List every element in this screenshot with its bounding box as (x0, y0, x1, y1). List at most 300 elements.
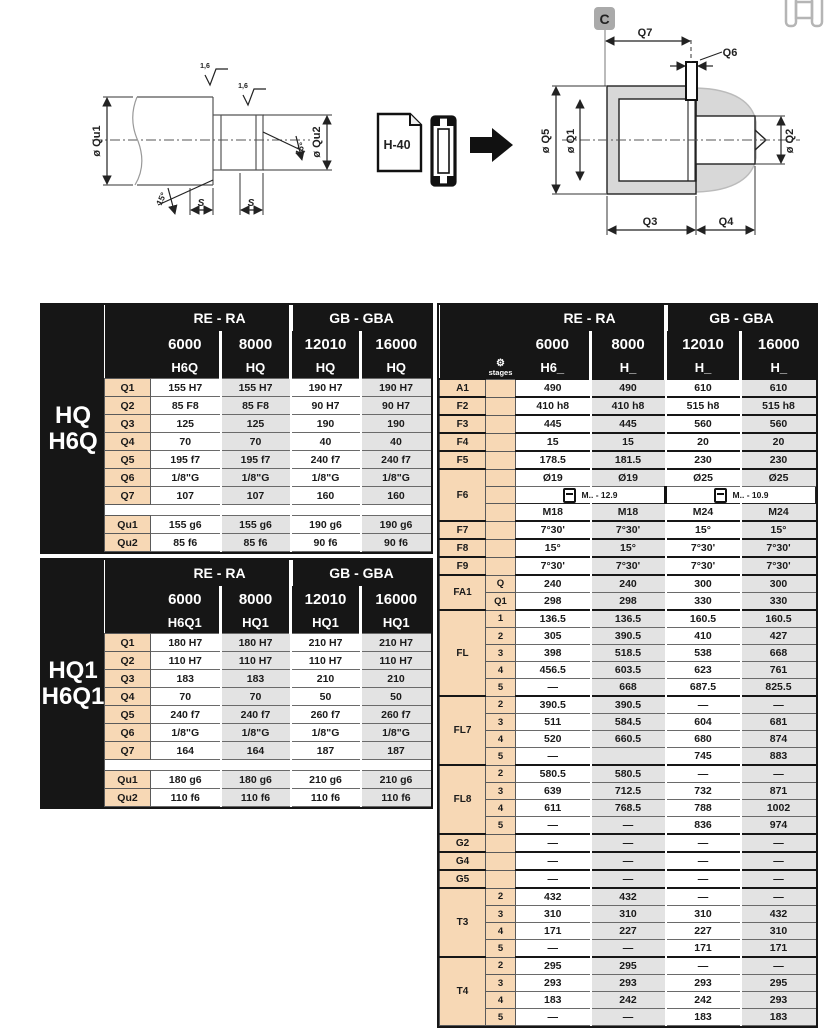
dim-value: 50 (361, 688, 431, 706)
table-row (440, 679, 816, 697)
dim-label: G4 (440, 852, 486, 870)
dim-value: 1/8"G (151, 469, 221, 487)
dim-value: 445 (516, 415, 591, 433)
stage-cell (486, 469, 516, 487)
dim-value: 107 (151, 487, 221, 505)
dim-value: 310 (741, 923, 816, 940)
table-corner (440, 305, 516, 331)
dim-value: 7°30' (666, 539, 741, 557)
stage-cell (486, 834, 516, 852)
page-ref-icon (378, 114, 421, 171)
dim-value: 427 (741, 628, 816, 645)
dim-value: 50 (291, 688, 361, 706)
table-corner (105, 612, 151, 634)
dim-value: — (741, 765, 816, 783)
dim-value: 242 (666, 992, 741, 1009)
dim-value: — (666, 888, 741, 906)
dim-value: 180 g6 (221, 771, 291, 789)
table-corner (105, 305, 151, 331)
dim-value: 15° (666, 521, 741, 539)
model-name: H6Q (48, 427, 98, 455)
dim-value: 1/8"G (361, 469, 431, 487)
dim-value: Ø19 (591, 469, 666, 487)
size-header: 12010 (666, 331, 741, 357)
dim-value: — (666, 870, 741, 888)
stage-cell (486, 397, 516, 415)
dim-value: 210 (291, 670, 361, 688)
dim-value: 70 (221, 433, 291, 451)
dim-value: 210 (361, 670, 431, 688)
table-corner (105, 560, 151, 586)
dim-value: 432 (741, 906, 816, 923)
dim-label: Q5 (105, 706, 151, 724)
stage-cell: 5 (486, 1009, 516, 1026)
table-row (440, 415, 816, 433)
dim-value: 110 f6 (291, 789, 361, 807)
dim-label: A1 (440, 379, 486, 397)
table-row (440, 975, 816, 992)
table-row (105, 706, 431, 724)
dim-label: FA1 (440, 575, 486, 610)
stage-cell: 2 (486, 628, 516, 645)
dim-label: Q7 (105, 487, 151, 505)
stages-label: stages (488, 368, 513, 377)
dim-value: 90 f6 (291, 534, 361, 552)
dim-value: 293 (741, 992, 816, 1009)
dim-value: 687.5 (666, 679, 741, 697)
dim-value: 110 H7 (221, 652, 291, 670)
table-row (440, 888, 816, 906)
model-header: H6Q (151, 357, 221, 379)
dim-value: 603.5 (591, 662, 666, 679)
hq1-h6q1-table (40, 558, 433, 809)
table-row (440, 469, 816, 487)
dim-value: 190 H7 (361, 379, 431, 397)
dim-value: 432 (516, 888, 591, 906)
dim-value: Ø25 (741, 469, 816, 487)
dim-value: 538 (666, 645, 741, 662)
table-row (440, 714, 816, 731)
dim-value: 230 (741, 451, 816, 469)
dim-label: F3 (440, 415, 486, 433)
chamfer-angle-right: 15° (293, 140, 308, 157)
dim-value: 560 (666, 415, 741, 433)
model-header: HQ1 (361, 612, 431, 634)
series-group-header: GB - GBA (666, 305, 816, 331)
dim-value: 310 (666, 906, 741, 923)
model-header: H_ (591, 357, 666, 379)
table-row (440, 504, 816, 522)
dim-value: 580.5 (591, 765, 666, 783)
size-header: 8000 (591, 331, 666, 357)
dim-value: 390.5 (591, 696, 666, 714)
dim-label: FL8 (440, 765, 486, 834)
dim-value: 107 (221, 487, 291, 505)
dim-label-qu2: ø Qu2 (311, 126, 323, 158)
dim-value: — (516, 870, 591, 888)
dim-value: 15° (741, 521, 816, 539)
dim-value: 164 (151, 742, 221, 760)
stage-cell: Q1 (486, 593, 516, 611)
dim-value: 190 H7 (291, 379, 361, 397)
table-corner (105, 586, 151, 612)
dim-value: — (666, 852, 741, 870)
table-row (440, 593, 816, 611)
table-row (440, 800, 816, 817)
stage-cell: 2 (486, 696, 516, 714)
dim-value: — (516, 748, 591, 766)
dim-value: 85 F8 (151, 397, 221, 415)
dim-value: 7°30' (516, 521, 591, 539)
stage-cell: Q (486, 575, 516, 593)
stage-cell: 3 (486, 645, 516, 662)
stage-cell: 1 (486, 610, 516, 628)
stage-cell: 3 (486, 714, 516, 731)
dim-value: 825.5 (741, 679, 816, 697)
dim-value: 187 (291, 742, 361, 760)
model-header: HQ (361, 357, 431, 379)
bolt-icon (714, 488, 727, 503)
bolt-grade-cell (666, 487, 816, 504)
dim-value: 310 (591, 906, 666, 923)
dim-value: 732 (666, 783, 741, 800)
dim-value: 40 (291, 433, 361, 451)
dim-label: F9 (440, 557, 486, 575)
dim-value: 295 (591, 957, 666, 975)
table-row (105, 789, 431, 807)
dim-label: Qu1 (105, 516, 151, 534)
dim-value: 668 (741, 645, 816, 662)
table-row (105, 487, 431, 505)
dim-value: 160 (291, 487, 361, 505)
dim-value: 680 (666, 731, 741, 748)
bolt-icon (563, 488, 576, 503)
dim-value: 164 (221, 742, 291, 760)
dim-value: — (666, 957, 741, 975)
dim-value: 456.5 (516, 662, 591, 679)
dim-value: 85 f6 (221, 534, 291, 552)
table-row (105, 415, 431, 433)
dimension-grid (439, 305, 816, 1026)
dim-value: Ø19 (516, 469, 591, 487)
dim-label: G5 (440, 870, 486, 888)
chamfer-angle-left: 15° (154, 190, 169, 207)
dim-value: 560 (741, 415, 816, 433)
model-name: HQ1 (48, 657, 98, 685)
dim-value: 242 (591, 992, 666, 1009)
dim-label: FL7 (440, 696, 486, 765)
dim-value: 181.5 (591, 451, 666, 469)
dim-value: — (666, 834, 741, 852)
dim-value: 90 H7 (291, 397, 361, 415)
dim-value: 610 (741, 379, 816, 397)
dim-value: — (591, 817, 666, 835)
dim-value: 70 (221, 688, 291, 706)
dim-value: 432 (591, 888, 666, 906)
dim-value: 611 (516, 800, 591, 817)
table-row (440, 765, 816, 783)
dim-label: Qu2 (105, 534, 151, 552)
dim-value: 155 H7 (151, 379, 221, 397)
hq-h6q-table (40, 303, 433, 554)
stage-cell: 5 (486, 817, 516, 835)
dim-value: 293 (591, 975, 666, 992)
dim-value: 1/8"G (221, 724, 291, 742)
table-row (440, 451, 816, 469)
model-header: HQ1 (221, 612, 291, 634)
dim-value: 90 H7 (361, 397, 431, 415)
dim-value: 390.5 (516, 696, 591, 714)
dim-value: 1/8"G (221, 469, 291, 487)
size-header: 16000 (361, 586, 431, 612)
section-marker-label: C (599, 11, 610, 27)
dim-value: 410 (666, 628, 741, 645)
dim-value: 180 H7 (151, 634, 221, 652)
dim-value: — (666, 696, 741, 714)
dim-value: 155 g6 (221, 516, 291, 534)
stage-cell: 2 (486, 888, 516, 906)
dim-value: 295 (516, 957, 591, 975)
table-corner (440, 357, 486, 379)
technical-drawings (0, 0, 830, 300)
dim-label: Q1 (105, 379, 151, 397)
dim-value: 227 (666, 923, 741, 940)
dim-value: 293 (666, 975, 741, 992)
dim-value: 1/8"G (151, 724, 221, 742)
dimension-grid (104, 560, 431, 807)
table-row (440, 992, 816, 1009)
dim-value: 227 (591, 923, 666, 940)
dim-value: 788 (666, 800, 741, 817)
dim-value: 160.5 (666, 610, 741, 628)
dim-value: 160 (361, 487, 431, 505)
dim-value: 240 f7 (361, 451, 431, 469)
dim-value: 210 H7 (291, 634, 361, 652)
dim-value: 110 H7 (361, 652, 431, 670)
shrink-disc-icon (432, 117, 455, 185)
size-header: 6000 (151, 331, 221, 357)
roughness-right: 1,6 (238, 83, 248, 90)
dim-value: — (516, 834, 591, 852)
dim-value: 195 f7 (221, 451, 291, 469)
dim-value: 110 f6 (221, 789, 291, 807)
dim-value: 178.5 (516, 451, 591, 469)
dim-value: — (516, 817, 591, 835)
dim-value: 883 (741, 748, 816, 766)
size-header: 12010 (291, 586, 361, 612)
table-row (440, 645, 816, 662)
bolt-grade-text: M.. - 10.9 (732, 489, 769, 500)
stage-cell (486, 557, 516, 575)
model-header: HQ1 (291, 612, 361, 634)
dim-value: 511 (516, 714, 591, 731)
stage-cell (486, 433, 516, 451)
dim-value: 15 (516, 433, 591, 451)
dim-value: — (591, 940, 666, 958)
size-header: 8000 (221, 586, 291, 612)
dim-value: 515 h8 (666, 397, 741, 415)
table-row (440, 957, 816, 975)
table-row (440, 487, 816, 504)
dim-value: 240 (516, 575, 591, 593)
dim-label: G2 (440, 834, 486, 852)
dim-value: 515 h8 (741, 397, 816, 415)
series-group-header: RE - RA (151, 305, 291, 331)
dim-label: F8 (440, 539, 486, 557)
dim-value: 604 (666, 714, 741, 731)
page-ref-label: H-40 (383, 138, 411, 152)
dimension-grid (104, 305, 431, 552)
model-header: H6_ (516, 357, 591, 379)
stage-cell: 3 (486, 975, 516, 992)
dim-value: 639 (516, 783, 591, 800)
stage-cell (486, 487, 516, 504)
dim-value: 110 f6 (151, 789, 221, 807)
model-header: HQ (221, 357, 291, 379)
table-row (440, 628, 816, 645)
dim-value: 180 H7 (221, 634, 291, 652)
dim-label-q6: Q6 (722, 47, 738, 59)
table-row (440, 923, 816, 940)
dim-value: 125 (151, 415, 221, 433)
table-corner (440, 331, 516, 357)
dim-value: 240 (591, 575, 666, 593)
table-row (440, 940, 816, 958)
model-side-panel (42, 305, 104, 552)
dim-value: 210 g6 (361, 771, 431, 789)
dim-value: 183 (221, 670, 291, 688)
dim-value: 974 (741, 817, 816, 835)
dim-value: 330 (666, 593, 741, 611)
dim-value: 260 f7 (361, 706, 431, 724)
dim-label: Q4 (105, 688, 151, 706)
dim-value: — (591, 834, 666, 852)
table-row (440, 397, 816, 415)
dim-value: 125 (221, 415, 291, 433)
dim-value: 85 F8 (221, 397, 291, 415)
dim-value: 190 (291, 415, 361, 433)
dim-value: M24 (741, 504, 816, 522)
dim-value: 295 (741, 975, 816, 992)
stage-cell (486, 539, 516, 557)
dim-value (591, 748, 666, 766)
size-header: 8000 (221, 331, 291, 357)
dim-value: 390.5 (591, 628, 666, 645)
dim-value: 40 (361, 433, 431, 451)
stage-cell: 4 (486, 992, 516, 1009)
model-name: H6Q1 (41, 682, 105, 710)
dim-value: 300 (666, 575, 741, 593)
dim-label: Q2 (105, 652, 151, 670)
dim-label: F2 (440, 397, 486, 415)
table-row (440, 834, 816, 852)
dim-label: Q6 (105, 469, 151, 487)
table-row (440, 662, 816, 679)
dim-label-q1: ø Q1 (565, 128, 577, 154)
dim-value: — (516, 940, 591, 958)
dim-label-q2: ø Q2 (784, 128, 796, 154)
dim-value: 240 f7 (221, 706, 291, 724)
table-row (105, 397, 431, 415)
table-row (105, 724, 431, 742)
stage-cell (486, 852, 516, 870)
dim-label: Q3 (105, 670, 151, 688)
dim-value: 136.5 (591, 610, 666, 628)
dim-value: 300 (741, 575, 816, 593)
dim-label: Q4 (105, 433, 151, 451)
table-row (440, 870, 816, 888)
stage-cell (486, 379, 516, 397)
dim-value: 240 f7 (151, 706, 221, 724)
dim-label-q7: Q7 (637, 27, 653, 39)
dim-value: 580.5 (516, 765, 591, 783)
dim-value: — (741, 870, 816, 888)
dim-value: 660.5 (591, 731, 666, 748)
dim-value: 15 (591, 433, 666, 451)
table-row (440, 610, 816, 628)
dim-label-s-right: S (247, 198, 255, 209)
dim-value: 490 (516, 379, 591, 397)
shaft-drawing (92, 69, 332, 215)
dim-value: 15° (591, 539, 666, 557)
dim-value: 190 g6 (291, 516, 361, 534)
stage-cell: 5 (486, 940, 516, 958)
series-group-header: GB - GBA (291, 305, 431, 331)
dim-value: 761 (741, 662, 816, 679)
dim-value: 871 (741, 783, 816, 800)
table-corner (105, 331, 151, 357)
series-group-header: GB - GBA (291, 560, 431, 586)
dim-value: M24 (666, 504, 741, 522)
dim-value: 190 g6 (361, 516, 431, 534)
dim-value: 398 (516, 645, 591, 662)
dim-label: T4 (440, 957, 486, 1026)
dim-value: 7°30' (516, 557, 591, 575)
table-row (440, 696, 816, 714)
dim-label-s-left: S (197, 198, 205, 209)
dim-value: 712.5 (591, 783, 666, 800)
dim-value: 190 (361, 415, 431, 433)
stage-cell (486, 521, 516, 539)
dim-value: — (516, 679, 591, 697)
dim-value: 610 (666, 379, 741, 397)
dim-value: 7°30' (741, 539, 816, 557)
table-row (105, 771, 431, 789)
stage-cell (486, 870, 516, 888)
dim-value: — (516, 1009, 591, 1026)
spacer-cell (105, 760, 431, 771)
size-header: 16000 (741, 331, 816, 357)
dim-value: 70 (151, 688, 221, 706)
dimensions-table (437, 303, 818, 1028)
table-row (105, 742, 431, 760)
dim-value: 518.5 (591, 645, 666, 662)
spacer-cell (105, 505, 431, 516)
stage-cell: 4 (486, 923, 516, 940)
spacer-row (105, 505, 431, 516)
dim-value: 171 (516, 923, 591, 940)
table-corner (105, 357, 151, 379)
dim-value: 183 (666, 1009, 741, 1026)
series-group-header: RE - RA (516, 305, 666, 331)
stage-cell: 5 (486, 748, 516, 766)
dim-label: Qu1 (105, 771, 151, 789)
dim-value: 7°30' (741, 557, 816, 575)
dim-value: M18 (516, 504, 591, 522)
dim-label: T3 (440, 888, 486, 957)
table-row (105, 451, 431, 469)
dim-label: Q2 (105, 397, 151, 415)
